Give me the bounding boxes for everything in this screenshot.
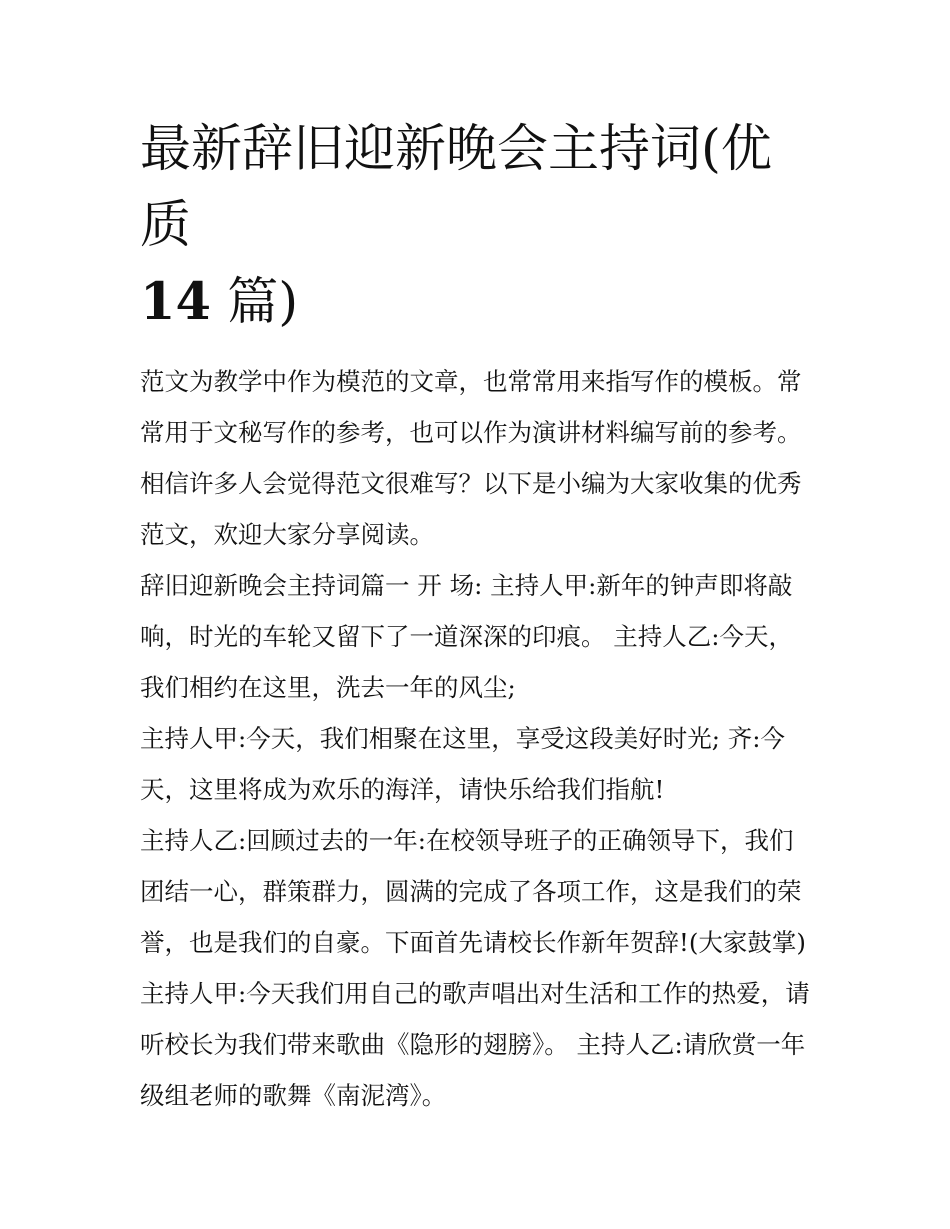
- document-page: [140, 112, 815, 1121]
- title-line-1: 最新辞旧迎新晚会主持词(优质: [140, 120, 772, 255]
- body-paragraph: 主持人甲:今天我们用自己的歌声唱出对生活和工作的热爱，请听校长为我们带来歌曲《隐形的翅膀》。 主持人乙:请欣赏一年级组老师的歌舞《南泥湾》。: [140, 979, 810, 1110]
- body-paragraph: 辞旧迎新晚会主持词篇一 开 场: 主持人甲:新年的钟声即将敲响，时光的车轮又留下了一道深深的印痕。 主持人乙:今天，我们相约在这里，洗去一年的风尘;: [140, 571, 794, 702]
- title-line-2: 篇): [210, 273, 299, 332]
- document-title: [140, 112, 815, 341]
- body-paragraph: 主持人乙:回顾过去的一年:在校领导班子的正确领导下，我们团结一心，群策群力，圆满的完成了各项工作，这是我们的荣誉，也是我们的自豪。下面首先请校长作新年贺辞!(大家鼓掌): [140, 826, 806, 957]
- body-paragraph: 主持人甲:今天，我们相聚在这里，享受这段美好时光; 齐:今天，这里将成为欢乐的海洋，请快乐给我们指航!: [140, 724, 786, 804]
- intro-paragraph: 范文为教学中作为模范的文章，也常常用来指写作的模板。常常用于文秘写作的参考，也可以作为演讲材料编写前的参考。相信许多人会觉得范文很难写？以下是小编为大家收集的优秀范文，欢迎大家分享阅读。: [140, 367, 802, 549]
- title-number: 14: [140, 272, 211, 332]
